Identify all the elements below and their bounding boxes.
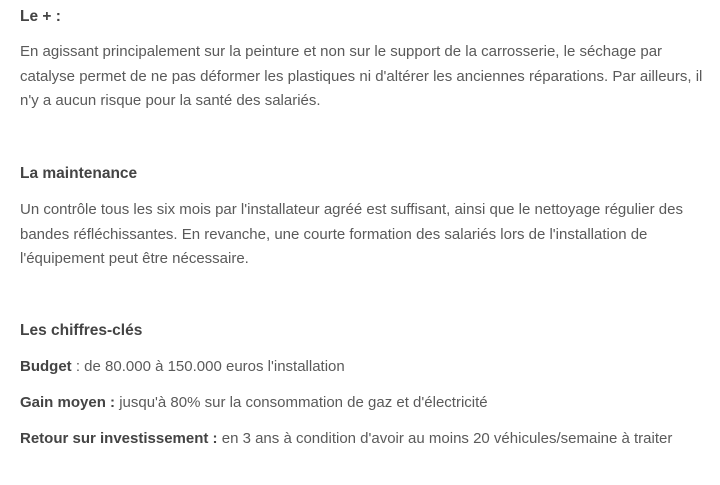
plus-heading: Le + : xyxy=(20,8,61,25)
plus-body: En agissant principalement sur la peinture et non sur le support de la carrosserie, le séchage par catalyse permet de ne pas déformer les plastiques ni d'altérer les anciennes réparations. Par ailleurs, il n'y a aucun risque pour la santé des salariés. xyxy=(20,43,703,109)
key-figure-budget xyxy=(20,355,708,379)
key-figure-label: Budget xyxy=(20,358,72,375)
maintenance-section xyxy=(20,164,708,184)
maintenance-body-container xyxy=(20,198,708,272)
key-figure-value: en 3 ans à condition d'avoir au moins 20 véhicules/semaine à traiter xyxy=(217,430,673,447)
maintenance-heading: La maintenance xyxy=(20,165,138,182)
plus-section xyxy=(20,7,708,27)
key-figure-label: Gain moyen : xyxy=(20,394,116,411)
key-figures-heading: Les chiffres-clés xyxy=(20,322,143,339)
key-figure-value: jusqu'à 80% sur la consommation de gaz et d'électricité xyxy=(115,394,488,411)
maintenance-body: Un contrôle tous les six mois par l'installateur agréé est suffisant, ainsi que le nettoyage régulier des bandes réfléchissantes. En revanche, une courte formation des salariés lors de l'installation de l'équipement peut être nécessaire. xyxy=(20,201,683,267)
plus-body-container xyxy=(20,40,708,114)
key-figure-gain xyxy=(20,391,708,415)
key-figures-section xyxy=(20,321,708,341)
key-figure-label: Retour sur investissement : xyxy=(20,430,218,447)
key-figure-roi xyxy=(20,427,708,451)
key-figure-value: : de 80.000 à 150.000 euros l'installation xyxy=(71,358,345,375)
